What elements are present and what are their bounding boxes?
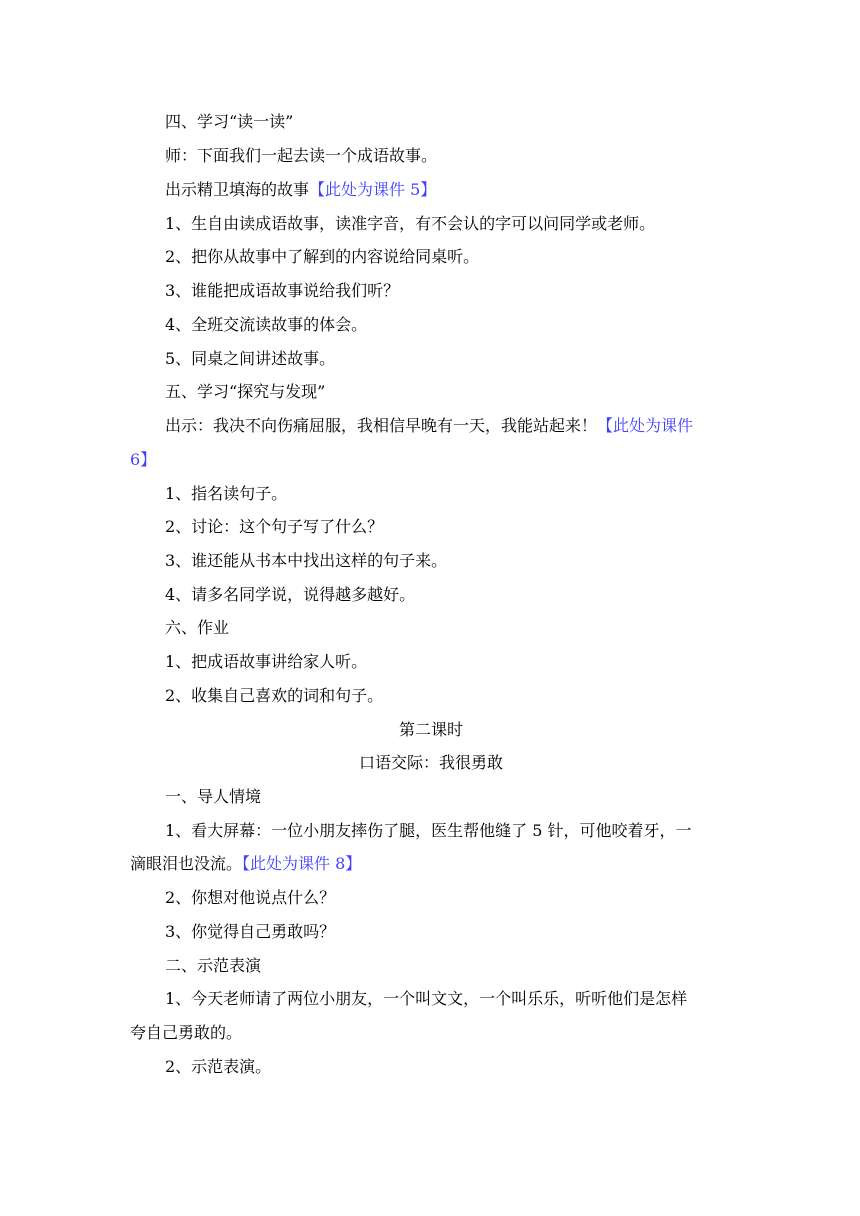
list-item: 4、全班交流读故事的体会。 — [165, 315, 368, 334]
list-item: 5、同桌之间讲述故事。 — [165, 349, 336, 368]
courseware-link[interactable]: 【此处为课件 8】 — [242, 854, 362, 873]
courseware-link[interactable]: 【此处为课件 5】 — [309, 180, 437, 199]
list-item: 1、指名读句子。 — [165, 484, 288, 503]
section-heading: 二、示范表演 — [165, 956, 262, 975]
list-item: 3、谁能把成语故事说给我们听？ — [165, 281, 400, 300]
section-heading: 四、学习“读一读” — [165, 112, 294, 131]
paragraph-continuation — [130, 449, 732, 471]
list-item: 3、谁还能从书本中找出这样的句子来。 — [165, 551, 448, 570]
lesson-title: 第二课时 — [398, 720, 463, 739]
list-item: 2、示范表演。 — [165, 1057, 272, 1076]
list-item: 2、你想对他说点什么？ — [165, 888, 336, 907]
lesson-subtitle: 口语交际：我很勇敢 — [358, 753, 503, 772]
list-item: 1、看大屏幕：一位小朋友摔伤了腿，医生帮他缝了 5 针，可他咬着牙，一 — [165, 821, 692, 840]
document-page — [130, 0, 732, 1216]
paragraph: 出示：我决不向伤痛屈服，我相信早晚有一天，我能站起来！【此处为课件 — [165, 416, 694, 435]
list-item: 4、请多名同学说，说得越多越好。 — [165, 585, 416, 604]
list-item: 2、收集自己喜欢的词和句子。 — [165, 686, 384, 705]
paragraph: 出示精卫填海的故事【此处为课件 5】 — [165, 180, 437, 199]
paragraph: 师：下面我们一起去读一个成语故事。 — [165, 146, 438, 165]
list-item: 1、生自由读成语故事，读准字音，有不会认的字可以问同学或老师。 — [165, 214, 656, 233]
courseware-link[interactable]: 【此处为课件 — [597, 416, 694, 435]
paragraph-continuation: 滴眼泪也没流。【此处为课件 8】 — [130, 854, 362, 873]
section-heading: 六、作业 — [165, 618, 230, 637]
list-item: 1、把成语故事讲给家人听。 — [165, 652, 368, 671]
list-item: 1、今天老师请了两位小朋友，一个叫文文，一个叫乐乐，听听他们是怎样 — [165, 989, 688, 1008]
paragraph-continuation: 夸自己勇敢的。 — [130, 1023, 243, 1042]
list-item: 3、你觉得自己勇敢吗？ — [165, 922, 336, 941]
courseware-link[interactable]: 6】 — [130, 450, 157, 469]
section-heading: 五、学习“探究与发现” — [165, 382, 326, 401]
section-heading: 一、导人情境 — [165, 787, 262, 806]
list-item: 2、讨论：这个句子写了什么？ — [165, 517, 384, 536]
list-item: 2、把你从故事中了解到的内容说给同桌听。 — [165, 247, 480, 266]
